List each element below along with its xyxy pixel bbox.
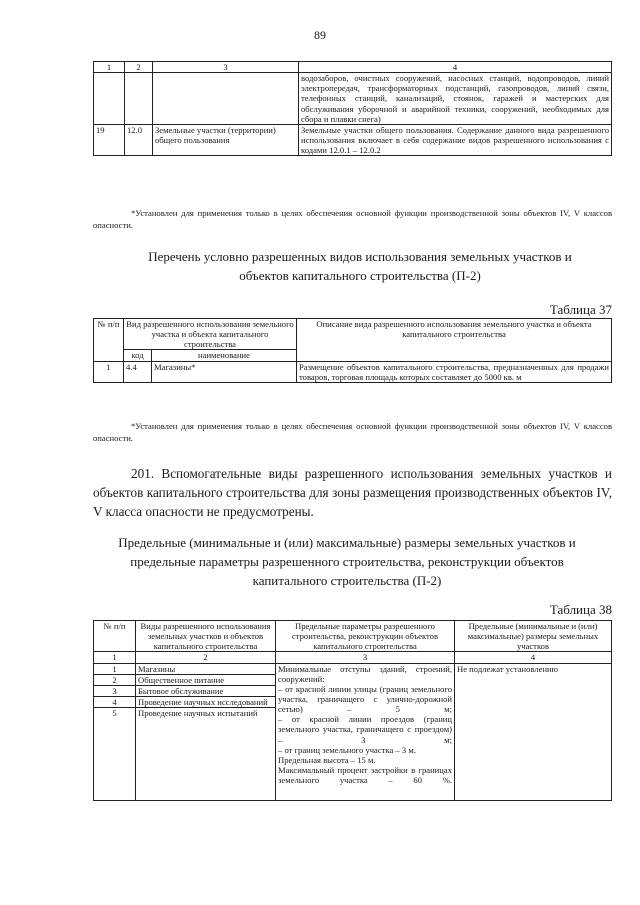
table-header-row: [94, 621, 612, 652]
header-number: № п/п: [94, 319, 124, 362]
param-line: Предельная высота – 15 м.: [278, 754, 376, 765]
header-name: наименование: [152, 350, 297, 361]
row-code: 12.0: [125, 124, 153, 155]
table-label: Таблица 37: [549, 302, 612, 317]
paragraph-201: 201. Вспомогательные виды разрешенного использования земельных участков и объектов капитального строительства для зоны размещения производственных объектов IV, V класса опасности не предусмотрены.: [93, 466, 612, 520]
row-name: Магазины*: [152, 361, 297, 382]
header-description: Описание вида разрешенного использования земельного участка и объекта капитального строительства: [297, 319, 612, 362]
row-description: Размещение объектов капитального строительства, предназначенных для продажи товаров, торговая площадь которых составляет до 5000 кв. м: [297, 361, 612, 382]
row-number: 4: [94, 696, 136, 707]
col-number: 4: [455, 652, 612, 663]
col-number: 2: [125, 62, 153, 73]
column-number-row: [94, 652, 612, 663]
footnote: *Установлен для применения только в целях обеспечения основной функции производственной зоны объектов IV, V классов опасности.: [93, 208, 612, 231]
header-sizes: Предельные (минимальные и (или) максимальные) размеры земельных участков: [455, 621, 612, 652]
param-line: Максимальный процент застройки в границах земельного участка – 60 %.: [278, 764, 452, 786]
col-number: 3: [276, 652, 455, 663]
parameters-cell: [276, 663, 455, 801]
row-number: 3: [94, 685, 136, 696]
row-number: 2: [94, 674, 136, 685]
row-number: 1: [94, 663, 136, 674]
header-use-kind: Вид разрешенного использования земельного участка и объекта капитального строительства: [124, 319, 297, 350]
col-number: 1: [94, 652, 136, 663]
row-name: Земельные участки (территории) общего пользования: [153, 124, 299, 155]
table-row: [94, 73, 612, 125]
section-heading: Предельные (минимальные и (или) максимальные) размеры земельных участков и предельные параметры разрешенного строительства, реконструкции объектов капитального строительства (П-2): [118, 535, 576, 588]
col-number: 2: [136, 652, 276, 663]
param-line: – от красной линии улицы (границ земельного участка, граничащего с улично-дорожной сетью) – 5 м;: [278, 683, 452, 715]
param-line: Минимальные отступы зданий, строений, сооружений:: [278, 663, 452, 684]
header-number: № п/п: [94, 621, 136, 652]
table-row: [94, 361, 612, 382]
row-code: 4.4: [124, 361, 152, 382]
page-number: 89: [314, 28, 326, 42]
footnote: *Установлен для применения только в целях обеспечения основной функции производственной зоны объектов IV, V классов опасности.: [93, 421, 612, 444]
col-number: 1: [94, 62, 125, 73]
row-name: Проведение научных испытаний: [136, 708, 276, 801]
conditional-use-table: [93, 318, 612, 383]
col-number: 3: [153, 62, 299, 73]
row-number: 1: [94, 361, 124, 382]
table-row: [94, 663, 612, 674]
table-header-row: [94, 319, 612, 350]
row-number: 5: [94, 708, 136, 801]
row-name: Бытовое обслуживание: [136, 685, 276, 696]
section-heading: Перечень условно разрешенных видов использования земельных участков и объектов капитального строительства (П-2): [148, 249, 572, 283]
table-header-row: [94, 62, 612, 73]
limits-table: [93, 620, 612, 801]
row-name: Общественное питание: [136, 674, 276, 685]
row-name: Проведение научных исследований: [136, 696, 276, 707]
param-line: – от красной линии проездов (границ земельного участка, граничащего с проездом) – 3 м;: [278, 714, 452, 745]
row-name: Магазины: [136, 663, 276, 674]
table-row: [94, 124, 612, 155]
row-description: Земельные участки общего пользования. Содержание данного вида разрешенного использования включает в себя содержание видов разрешенного использования с кодами 12.0.1 – 12.0.2: [299, 124, 612, 155]
param-line: – от границ земельного участка – 3 м.: [278, 744, 416, 755]
land-use-table-continued: [93, 61, 612, 156]
row-number: 19: [94, 124, 125, 155]
table-label: Таблица 38: [549, 602, 612, 617]
sizes-cell: Не подлежат установлению: [455, 663, 612, 801]
header-parameters: Предельные параметры разрешенного строительства, реконструкции объектов капитального строительства: [276, 621, 455, 652]
description-continuation: водозаборов, очистных сооружений, насосных станций, водопроводов, линий электропередач, трансформаторных подстанций, газопроводов, линий связи, телефонных станций, канализаций, стоянок, гаражей и мастерских для обслуживания уборочной и аварийной техники, сооружений, необходимых для сбора и плавки снега): [299, 73, 612, 125]
header-use-kinds: Виды разрешенного использования земельных участков и объектов капитального строительства: [136, 621, 276, 652]
header-code: код: [124, 350, 152, 361]
col-number: 4: [299, 62, 612, 73]
